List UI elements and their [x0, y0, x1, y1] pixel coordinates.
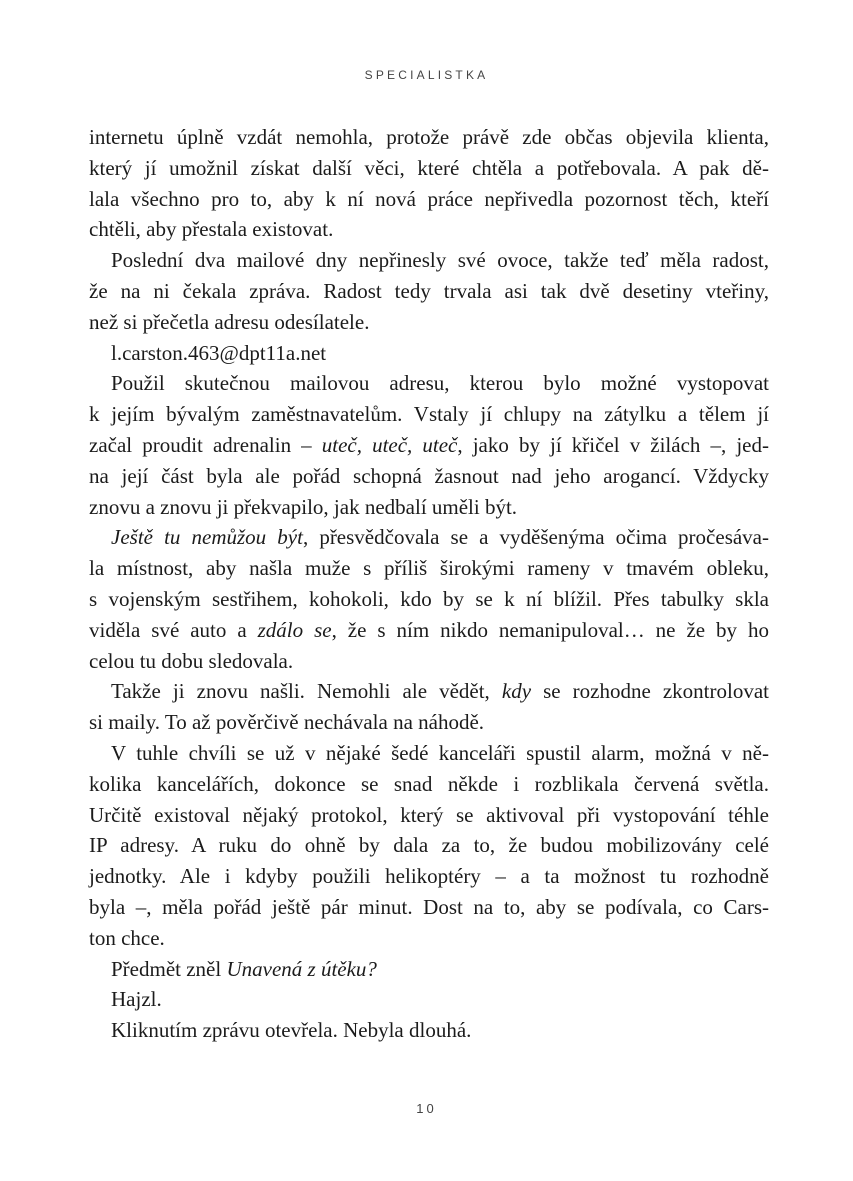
text-line [89, 954, 769, 985]
text-run: Kliknutím zprávu otevřela. Nebyla dlouhá. [111, 1018, 472, 1043]
text-run: , přesvědčovala se a vyděšenýma očima pročesáva- [302, 525, 769, 550]
italic-text: kdy [501, 679, 532, 704]
text-run: Poslední dva mailové dny nepřinesly své ovoce, takže teď měla radost, [111, 248, 769, 273]
text-run: la místnost, aby našla muže s příliš širokými rameny v tmavém obleku, [89, 556, 769, 581]
text-line [89, 830, 769, 861]
text-run: k jejím bývalým zaměstnavatelům. Vstaly jí chlupy na zátylku a tělem jí [89, 402, 769, 427]
text-line [89, 245, 769, 276]
italic-text: Unavená z útěku? [226, 956, 377, 981]
text-line [89, 646, 769, 677]
text-line [89, 122, 769, 153]
text-line [89, 184, 769, 215]
text-run: s vojenským sestřihem, kohokoli, kdo by se k ní blížil. Přes tabulky skla [89, 586, 769, 611]
text-run: internetu úplně vzdát nemohla, protože právě zde občas objevila klienta, [89, 125, 769, 149]
text-run: , jako by jí křičel v žilách –, jed- [457, 432, 769, 457]
text-run: Použil skutečnou mailovou adresu, kterou bylo možné vystopovat [111, 371, 769, 396]
text-line [89, 738, 769, 769]
text-run: ton chce. [89, 925, 165, 950]
paragraph [89, 676, 769, 738]
text-run: byla –, měla pořád ještě pár minut. Dost na to, aby se podívala, co Cars- [89, 894, 769, 919]
text-run: Hajzl. [111, 987, 162, 1012]
text-line [89, 892, 769, 923]
paragraph [89, 954, 769, 985]
text-run: Předmět zněl [111, 956, 227, 981]
italic-text: zdálo se [257, 617, 332, 642]
text-run: než si přečetla adresu odesílatele. [89, 309, 370, 334]
text-run: lala všechno pro to, aby k ní nová práce nepřivedla pozornost těch, kteří [89, 186, 769, 211]
text-line [89, 492, 769, 523]
paragraph [89, 245, 769, 337]
text-run: IP adresy. A ruku do ohně by dala za to, že budou mobilizovány celé [89, 833, 769, 858]
text-run: znovu a znovu ji překvapilo, jak nedbalí uměli být. [89, 494, 518, 519]
text-line [89, 769, 769, 800]
text-line [89, 276, 769, 307]
text-line [89, 553, 769, 584]
italic-text: Ještě tu nemůžou být [111, 525, 303, 550]
text-line [89, 368, 769, 399]
text-run: Takže ji znovu našli. Nemohli ale vědět, [111, 679, 502, 704]
text-run: , že s ním nikdo nemanipuloval… ne že by ho [331, 617, 770, 642]
text-run: který jí umožnil získat další věci, které chtěla a potřebovala. A pak dě- [89, 155, 769, 180]
text-line [89, 923, 769, 954]
text-line [89, 338, 769, 369]
text-run: celou tu dobu sledovala. [89, 648, 294, 673]
text-run: začal proudit adrenalin – [89, 432, 322, 457]
text-line [89, 1015, 769, 1046]
paragraph [89, 368, 769, 522]
text-run: Určitě existoval nějaký protokol, který se aktivoval při vystopování téhle [89, 802, 769, 827]
paragraph [89, 338, 769, 369]
text-line [89, 399, 769, 430]
running-header: SPECIALISTKA [364, 68, 489, 82]
text-line [89, 707, 769, 738]
text-run: si maily. To až pověrčivě nechávala na náhodě. [89, 710, 485, 735]
text-line [89, 214, 769, 245]
text-line [89, 676, 769, 707]
text-line [89, 430, 769, 461]
page-number: 10 [416, 1101, 437, 1116]
text-run: l.carston.463@dpt11a.net [111, 340, 327, 365]
text-line [89, 522, 769, 553]
paragraph [89, 522, 769, 676]
text-run: jednotky. Ale i kdyby použili helikoptéry – a ta možnost tu rozhodně [89, 864, 769, 889]
paragraph [89, 984, 769, 1015]
text-line [89, 584, 769, 615]
text-line [89, 800, 769, 831]
text-line [89, 153, 769, 184]
italic-text: uteč, uteč, uteč [321, 432, 458, 457]
text-line [89, 461, 769, 492]
body-text [89, 122, 769, 1046]
text-line [89, 984, 769, 1015]
paragraph [89, 738, 769, 954]
text-run: že na ni čekala zpráva. Radost tedy trvala asi tak dvě desetiny vteřiny, [89, 278, 769, 303]
text-line [89, 861, 769, 892]
paragraph [89, 1015, 769, 1046]
text-line [89, 307, 769, 338]
text-line [89, 615, 769, 646]
text-run: na její část byla ale pořád schopná žasnout nad jeho arogancí. Vždycky [89, 463, 769, 488]
text-run: se rozhodne zkontrolovat [531, 679, 769, 704]
text-run: viděla své auto a [89, 617, 258, 642]
text-run: V tuhle chvíli se už v nějaké šedé kanceláři spustil alarm, možná v ně- [111, 740, 769, 765]
text-run: kolika kancelářích, dokonce se snad někde i rozblikala červená světla. [89, 771, 769, 796]
text-run: chtěli, aby přestala existovat. [89, 217, 334, 242]
paragraph [89, 122, 769, 245]
